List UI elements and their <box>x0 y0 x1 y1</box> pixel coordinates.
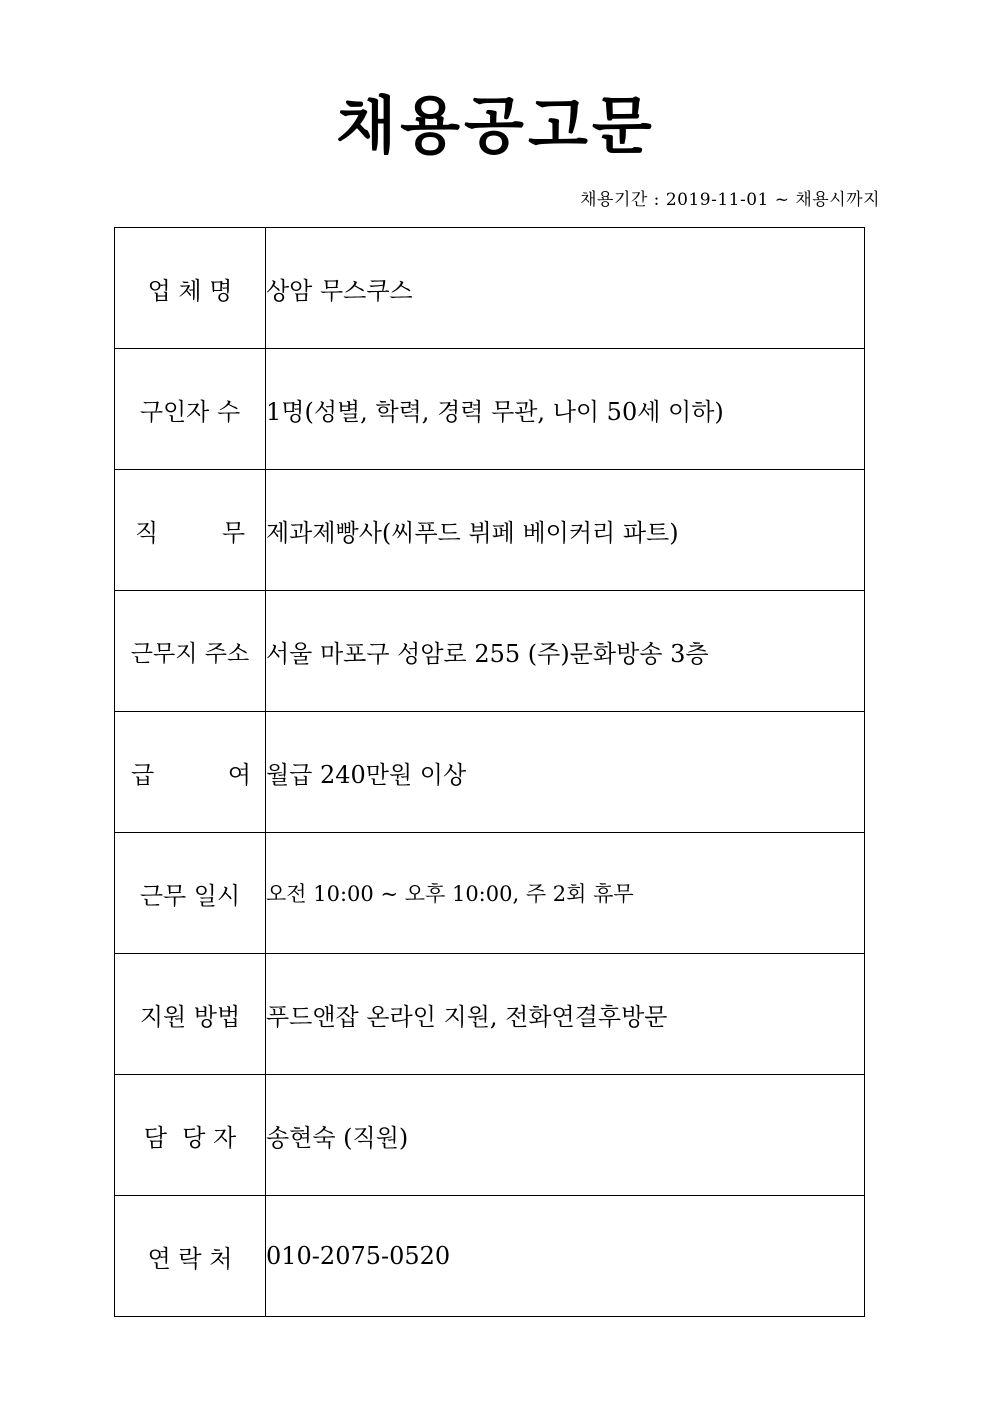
label-phone: 연 락 처 <box>115 1196 266 1317</box>
value-salary: 월급 240만원 이상 <box>266 712 865 833</box>
label-work-address: 근무지 주소 <box>115 591 266 712</box>
value-job-duty: 제과제빵사(씨푸드 뷔페 베이커리 파트) <box>266 470 865 591</box>
label-job-duty-left: 직 <box>135 518 159 547</box>
value-phone: 010-2075-0520 <box>266 1196 865 1317</box>
value-headcount: 1명(성별, 학력, 경력 무관, 나이 50세 이하) <box>266 349 865 470</box>
label-work-hours: 근무 일시 <box>115 833 266 954</box>
label-job-duty-right: 무 <box>221 518 245 547</box>
label-salary-right: 여 <box>227 760 251 789</box>
label-headcount: 구인자 수 <box>115 349 266 470</box>
table-row <box>115 1075 865 1196</box>
label-company-name: 업 체 명 <box>115 228 266 349</box>
recruitment-period: 채용기간 : 2019-11-01 ~ 채용시까지 <box>580 190 880 210</box>
value-work-address: 서울 마포구 성암로 255 (주)문화방송 3층 <box>266 591 865 712</box>
value-apply-method: 푸드앤잡 온라인 지원, 전화연결후방문 <box>266 954 865 1075</box>
table-row <box>115 833 865 954</box>
table-row <box>115 954 865 1075</box>
label-salary-left: 급 <box>131 760 155 789</box>
job-info-table <box>114 227 865 1317</box>
label-apply-method: 지원 방법 <box>115 954 266 1075</box>
value-contact-person: 송현숙 (직원) <box>266 1075 865 1196</box>
value-work-hours: 오전 10:00 ~ 오후 10:00, 주 2회 휴무 <box>266 833 865 954</box>
label-salary <box>115 712 266 833</box>
table-row <box>115 712 865 833</box>
label-contact-person: 담 당 자 <box>115 1075 266 1196</box>
table-row <box>115 228 865 349</box>
table-row <box>115 591 865 712</box>
value-company-name: 상암 무스쿠스 <box>266 228 865 349</box>
label-job-duty <box>115 470 266 591</box>
table-row <box>115 1196 865 1317</box>
table-row <box>115 349 865 470</box>
table-row <box>115 470 865 591</box>
page-title: 채용공고문 <box>336 89 656 162</box>
